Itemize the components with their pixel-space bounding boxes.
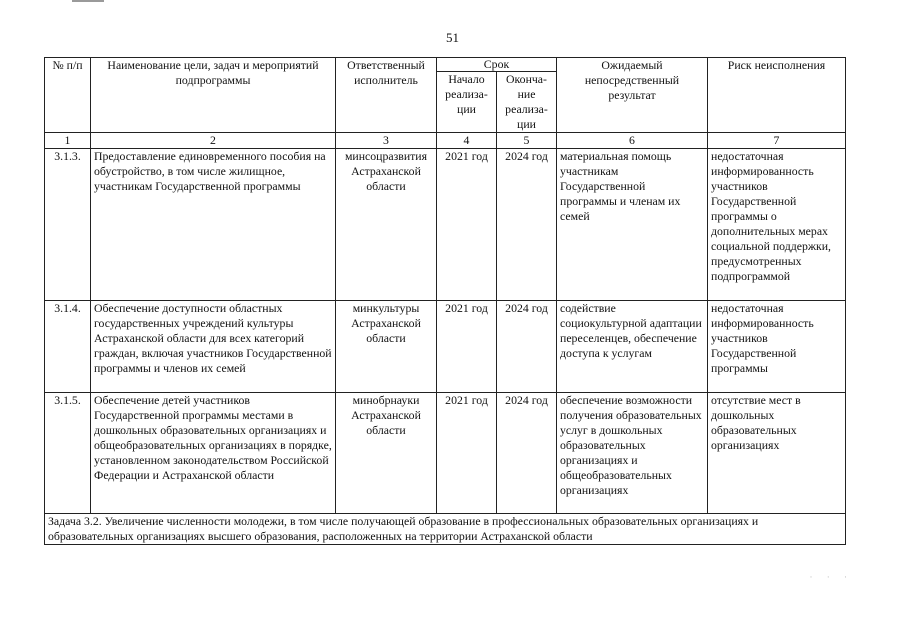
row-end: 2024 год [497,393,557,514]
header-executor: Ответственный исполнитель [336,58,437,133]
header-end: Оконча-ние реализа-ции [497,72,557,133]
header-name: Наименование цели, задач и мероприятий подпрограммы [91,58,336,133]
table-row [45,301,846,393]
header-row-1 [45,58,846,72]
row-name: Обеспечение детей участников Государственной программы местами в дошкольных образовательных организациях и общеобразовательных организациях в порядке, установленном законодательством Российской Федерации и Астраханской области [91,393,336,514]
row-result: обеспечение возможности получения образовательных услуг в дошкольных образовательных организациях и общеобразовательных организациях [557,393,708,514]
row-executor: минкультуры Астраханской области [336,301,437,393]
row-result: материальная помощь участникам Государственной программы и членам их семей [557,149,708,301]
table-row [45,149,846,301]
row-name: Обеспечение доступности областных государственных учреждений культуры Астраханской области для всех категорий граждан, включая участников Государственной программы и членов их семей [91,301,336,393]
row-risk: отсутствие мест в дошкольных образовательных организациях [708,393,846,514]
row-start: 2021 год [437,393,497,514]
row-num: 3.1.3. [45,149,91,301]
col-number: 1 [45,133,91,149]
col-number: 5 [497,133,557,149]
subprogram-table [44,57,846,545]
row-risk: недостаточная информированность участников Государственной программы [708,301,846,393]
page-number: 51 [446,30,459,45]
row-num: 3.1.4. [45,301,91,393]
scan-artifact [72,0,104,2]
row-start: 2021 год [437,301,497,393]
task-row [45,514,846,545]
column-number-row [45,133,846,149]
header-risk: Риск неисполнения [708,58,846,133]
row-risk: недостаточная информированность участников Государственной программы о дополнительных мерах социальной поддержки, предусмотренных подпрограммой [708,149,846,301]
header-start: Начало реализа-ции [437,72,497,133]
row-name: Предоставление единовременного пособия на обустройство, в том числе жилищное, участникам Государственной программы [91,149,336,301]
col-number: 2 [91,133,336,149]
header-num: № п/п [45,58,91,133]
row-result: содействие социокультурной адаптации переселенцев, обеспечение доступа к услугам [557,301,708,393]
col-number: 4 [437,133,497,149]
row-end: 2024 год [497,149,557,301]
col-number: 3 [336,133,437,149]
header-term: Срок [437,58,557,72]
table-row [45,393,846,514]
col-number: 6 [557,133,708,149]
row-end: 2024 год [497,301,557,393]
row-executor: минсоцразвития Астраханской области [336,149,437,301]
header-result: Ожидаемый непосредственный результат [557,58,708,133]
task-3-2-text: Задача 3.2. Увеличение численности молодежи, в том числе получающей образование в профессиональных образовательных организациях и образовательных организациях высшего образования, расположенных на территории Астраханской области [45,514,846,545]
row-executor: минобрнауки Астраханской области [336,393,437,514]
scan-specks: · · · [809,572,853,582]
row-num: 3.1.5. [45,393,91,514]
col-number: 7 [708,133,846,149]
row-start: 2021 год [437,149,497,301]
